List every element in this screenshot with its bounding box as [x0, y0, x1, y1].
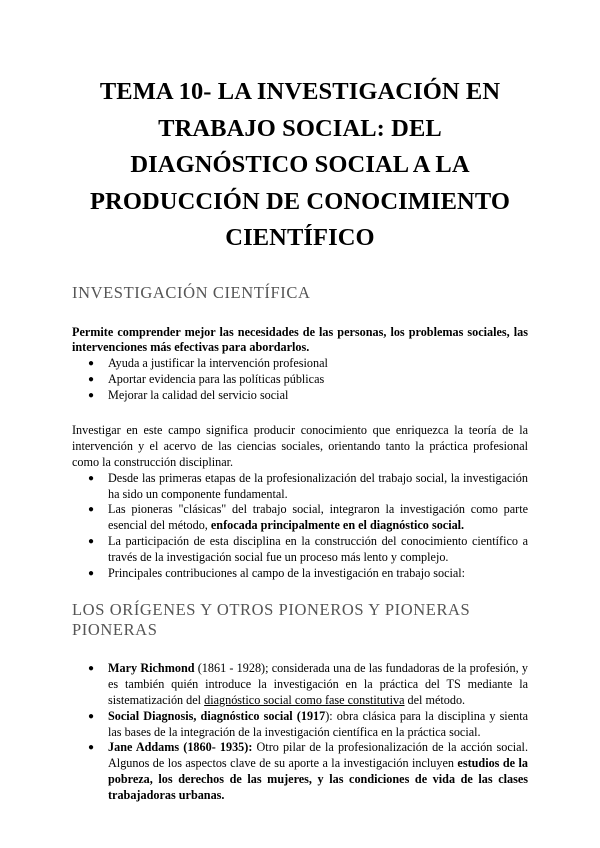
bullet-icon: ● [88, 710, 95, 722]
intro-paragraph: Permite comprender mejor las necesidades de las personas, los problemas sociales, las intervenciones más efectivas para abordarlos. [72, 324, 528, 355]
list-item: ● Jane Addams (1860- 1935): Otro pilar de la profesionalización de la acción social. Algunos de los aspectos clave de su aporte a la investigación incluyen estudios de la pobreza, los derechos de las mujeres, y las condiciones de vida de las clases trabajadoras urbanas. [88, 740, 528, 802]
list-item: ● La participación de esta disciplina en la construcción del conocimiento científico a través de la investigación social fue un proceso más lento y complejo. [88, 534, 528, 564]
section-heading-origenes: LOS ORÍGENES Y OTROS PIONEROS Y PIONERAS PIONERAS [72, 600, 471, 640]
list-item: ● Social Diagnosis, diagnóstico social (1917): obra clásica para la disciplina y sienta las bases de la integración de la investigación científica en la práctica social. [88, 708, 528, 739]
list-item: ● Desde las primeras etapas de la profesionalización del trabajo social, la investigación ha sido un componente fundamental. [88, 470, 528, 501]
underlined-text: diagnóstico social como fase constitutiva [204, 693, 405, 708]
bullet-list-2 [72, 471, 528, 582]
section-heading-investigacion: INVESTIGACIÓN CIENTÍFICA [72, 282, 311, 302]
bullet-icon: ● [88, 536, 95, 548]
list-item: ● Ayuda a justificar la intervención profesional [88, 356, 328, 371]
list-item: ● Mejorar la calidad del servicio social [88, 387, 289, 402]
body-paragraph: Investigar en este campo significa producir conocimiento que enriquezca la teoría de la intervención y el acervo de las ciencias sociales, orientando tanto la práctica profesional como la construcción disciplinar. [72, 423, 528, 470]
title-line: PRODUCCIÓN DE CONOCIMIENTO [89, 187, 511, 215]
title-line: DIAGNÓSTICO SOCIAL A LA [130, 151, 470, 178]
bullet-icon: ● [88, 567, 95, 579]
bullet-icon: ● [88, 663, 95, 675]
bullet-icon: ● [88, 373, 95, 385]
list-item: ● Mary Richmond (1861 - 1928); considerada una de las fundadoras de la profesión, y es también quién introduce la investigación en la práctica del TS mediante la sistematización del diagnóstico social como fase constitutiva del método. [88, 661, 528, 708]
page-title [72, 0, 528, 257]
bullet-icon: ● [88, 504, 95, 516]
title-line: TRABAJO SOCIAL: DEL [158, 114, 442, 142]
bullet-icon: ● [88, 472, 95, 484]
list-item: ● Aportar evidencia para las políticas públicas [88, 371, 325, 386]
bullet-icon: ● [88, 358, 95, 370]
list-item: ● Las pioneras "clásicas" del trabajo social, integraron la investigación como parte esencial del método, enfocada principalmente en el diagnóstico social. [88, 502, 528, 533]
bullet-list-3 [72, 661, 528, 803]
bullet-icon: ● [88, 742, 95, 754]
title-line: TEMA 10- LA INVESTIGACIÓN EN [99, 78, 501, 105]
emphasis-text: enfocada principalmente en el diagnóstico social. [210, 518, 465, 533]
bullet-list-1 [72, 356, 528, 403]
list-item: ● Principales contribuciones al campo de la investigación en trabajo social: [88, 565, 466, 580]
bullet-icon: ● [88, 389, 95, 401]
title-line: CIENTÍFICO [225, 224, 375, 251]
